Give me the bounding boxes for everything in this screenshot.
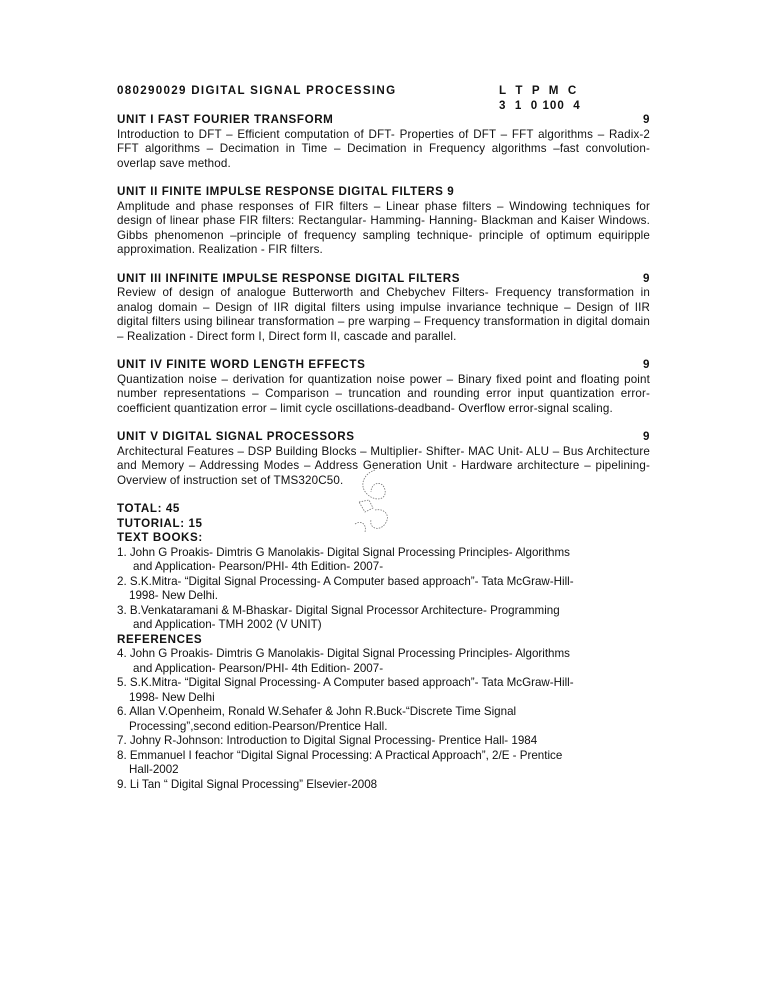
reference-item: 4. John G Proakis- Dimtris G Manolakis- Digital Signal Processing Principles- Algorithms and Application- Pearson/PHI- 4th Edition- 2007-	[117, 647, 570, 675]
reference-item: 6. Allan V.Openheim, Ronald W.Sehafer & John R.Buck-“Discrete Time Signal Processing”,second edition-Pearson/Prentice Hall.	[117, 705, 517, 733]
textbook-item: 2. S.K.Mitra- “Digital Signal Processing- A Computer based approach”- Tata McGraw-Hill- 1998- New Delhi.	[117, 574, 574, 602]
ltpmc-block	[499, 84, 581, 113]
unit-title	[117, 185, 650, 200]
unit-hours: 9	[642, 113, 650, 126]
unit-body: Introduction to DFT – Efficient computation of DFT- Properties of DFT – FFT algorithms – Radix-2 FFT algorithms – Decimation in Time – Decimation in Frequency algorithms –fast convolution- overlap save method.	[117, 127, 650, 170]
unit-body: Architectural Features – DSP Building Blocks – Multiplier- Shifter- MAC Unit- ALU – Bus Architecture and Memory – Addressing Modes – Address Generation Unit - Hardware architecture – pipelining- Overview of instruction set of TMS320C50.	[117, 444, 650, 487]
unit-title-text: UNIT IV FINITE WORD LENGTH EFFECTS	[117, 358, 366, 371]
textbook-item: 3. B.Venkataramani & M-Bhaskar- Digital Signal Processor Architecture- Programming and Application- TMH 2002 (V UNIT)	[117, 603, 560, 631]
reference-item: 8. Emmanuel I feachor “Digital Signal Processing: A Practical Approach”, 2/E - Prentice Hall-2002	[117, 748, 563, 776]
course-title: 080290029 DIGITAL SIGNAL PROCESSING	[117, 84, 397, 97]
unit-body: Review of design of analogue Butterworth and Chebychev Filters- Frequency transformation in analog domain – Design of IIR digital filters using impulse invariance technique – Design of IIR digital filters using bilinear transformation – pre warping – Frequency transformation in digital domain – Realization - Direct form I, Direct form II, cascade and parallel.	[117, 286, 650, 343]
ltpmc-labels: L T P M C	[499, 84, 578, 97]
tutorial-hours: TUTORIAL: 15	[117, 516, 203, 530]
reference-item: 7. Johny R-Johnson: Introduction to Digital Signal Processing- Prentice Hall- 1984	[117, 734, 538, 747]
unit-body: Amplitude and phase responses of FIR filters – Linear phase filters – Windowing techniques for design of linear phase FIR filters: Rectangular- Hamming- Hanning- Blackman and Kaiser Windows. Gibbs phenomenon –principle of frequency sampling technique- principle of optimum equiripple approximation. Realization - FIR filters.	[117, 199, 650, 256]
unit-4	[117, 358, 650, 416]
unit-hours: 9	[642, 271, 650, 285]
unit-title-text: UNIT III INFINITE IMPULSE RESPONSE DIGITAL FILTERS	[117, 271, 461, 285]
unit-title	[117, 272, 650, 287]
unit-body: Quantization noise – derivation for quantization noise power – Binary fixed point and floating point number representations – Comparison – truncation and rounding error input quantization error-coefficient quantization error – limit cycle oscillations-deadband- Overflow error-signal scaling.	[117, 372, 650, 415]
reference-item: 9. Li Tan “ Digital Signal Processing” Elsevier-2008	[117, 777, 378, 791]
unit-hours: 9	[642, 358, 650, 371]
unit-title-text: UNIT I FAST FOURIER TRANSFORM	[117, 113, 334, 126]
unit-title	[117, 113, 650, 128]
textbooks-heading: TEXT BOOKS:	[117, 531, 203, 544]
unit-hours: 9	[642, 430, 650, 443]
unit-1	[117, 113, 650, 171]
ltpmc-values: 3 1 0 100 4	[499, 98, 581, 112]
unit-title-text: UNIT II FINITE IMPULSE RESPONSE DIGITAL FILTERS 9	[117, 185, 455, 198]
unit-title-text: UNIT V DIGITAL SIGNAL PROCESSORS	[117, 430, 355, 443]
unit-title	[117, 358, 650, 373]
watermark-stamp-icon	[345, 462, 405, 542]
total-hours: TOTAL: 45	[117, 502, 180, 515]
unit-3	[117, 272, 650, 345]
unit-title	[117, 430, 650, 445]
unit-2	[117, 185, 650, 258]
reference-item: 5. S.K.Mitra- “Digital Signal Processing- A Computer based approach”- Tata McGraw-Hill- 1998- New Delhi	[117, 676, 574, 704]
syllabus-content	[117, 84, 650, 792]
textbook-item: 1. John G Proakis- Dimtris G Manolakis- Digital Signal Processing Principles- Algorithms and Application- Pearson/PHI- 4th Edition- 2007-	[117, 545, 570, 573]
references-heading: REFERENCES	[117, 632, 203, 646]
